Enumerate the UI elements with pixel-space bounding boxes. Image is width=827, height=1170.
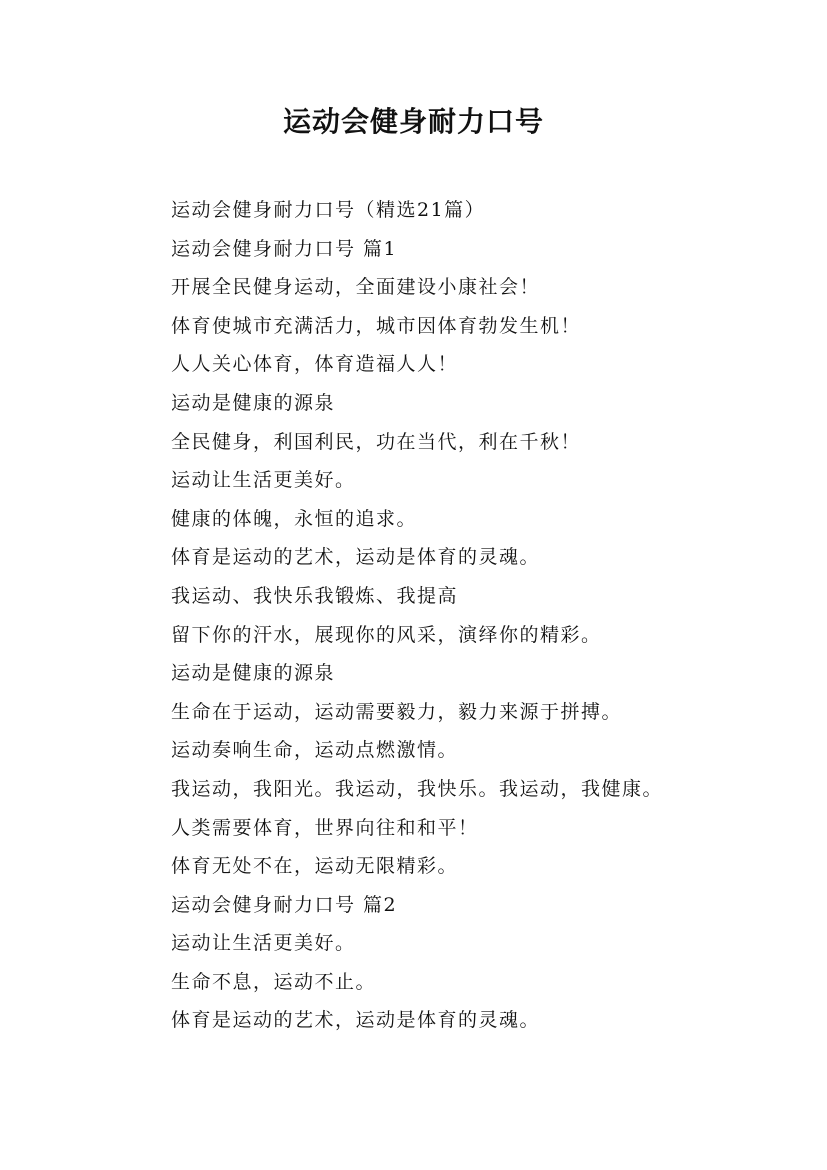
- document-title: 运动会健身耐力口号: [282, 105, 544, 138]
- section-heading: 运动会健身耐力口号 篇1: [171, 237, 398, 260]
- text-line: 体育使城市充满活力，城市因体育勃发生机！: [171, 314, 582, 337]
- text-line: 生命不息，运动不止。: [171, 970, 377, 993]
- text-line: 健康的体魄，永恒的追求。: [171, 507, 418, 530]
- section-heading: 运动会健身耐力口号 篇2: [171, 893, 398, 916]
- text-line: 留下你的汗水，展现你的风采，演绎你的精彩。: [171, 623, 602, 646]
- text-line: 运动奏响生命，运动点燃激情。: [171, 739, 459, 762]
- text-line: 运动会健身耐力口号（精选21篇）: [171, 199, 486, 221]
- text-line: 全民健身，利国利民，功在当代，利在千秋！: [171, 430, 582, 453]
- text-line: 运动让生活更美好。: [171, 932, 356, 955]
- text-line: 运动是健康的源泉: [171, 391, 336, 414]
- text-line: 体育无处不在，运动无限精彩。: [171, 855, 459, 878]
- text-line: 体育是运动的艺术，运动是体育的灵魂。: [171, 1009, 541, 1032]
- document-body: [171, 191, 771, 1040]
- text-line: 运动让生活更美好。: [171, 469, 356, 492]
- text-line: 运动是健康的源泉: [171, 662, 336, 685]
- text-line: 体育是运动的艺术，运动是体育的灵魂。: [171, 546, 541, 569]
- text-line: 人类需要体育，世界向往和和平！: [171, 816, 479, 839]
- text-line: 我运动、我快乐我锻炼、我提高: [171, 584, 459, 607]
- text-line: 人人关心体育，体育造福人人！: [171, 353, 459, 376]
- text-line: 生命在于运动，运动需要毅力，毅力来源于拼搏。: [171, 700, 623, 723]
- text-line: 我运动，我阳光。我运动，我快乐。我运动，我健康。: [171, 777, 664, 800]
- text-line: 开展全民健身运动，全面建设小康社会！: [171, 276, 541, 299]
